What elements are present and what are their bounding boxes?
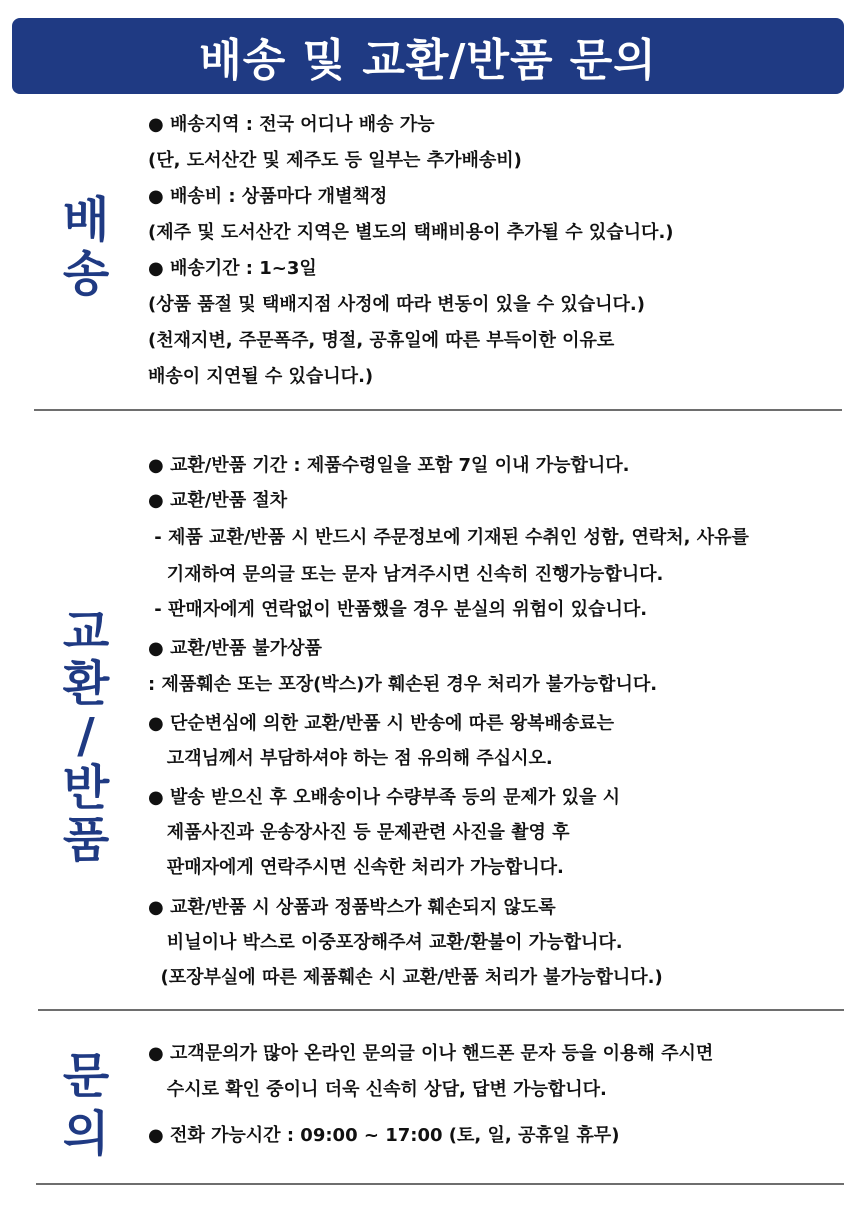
exchange-line: ● 교환/반품 절차 — [148, 490, 288, 511]
exchange-line: 기재하여 문의글 또는 문자 남겨주시면 신속히 진행가능합니다. — [148, 564, 664, 585]
exchange-line: - 판매자에게 연락없이 반품했을 경우 분실의 위험이 있습니다. — [148, 599, 648, 620]
section-label-delivery — [36, 192, 136, 302]
section-label-exchange — [36, 604, 136, 868]
title-banner — [12, 18, 844, 94]
label-char: 의 — [62, 1106, 110, 1162]
delivery-line: (천재지변, 주문폭주, 명절, 공휴일에 따른 부득이한 이유로 — [148, 330, 615, 351]
exchange-line: ● 교환/반품 시 상품과 정품박스가 훼손되지 않도록 — [148, 897, 556, 918]
label-char: 반 — [62, 760, 110, 816]
exchange-line: 비닐이나 박스로 이중포장해주셔 교환/환불이 가능합니다. — [148, 932, 623, 953]
exchange-line: - 제품 교환/반품 시 반드시 주문정보에 기재된 수취인 성함, 연락처, 사유를 — [148, 527, 749, 548]
section-divider — [36, 1183, 844, 1185]
exchange-line: ● 교환/반품 불가상품 — [148, 638, 322, 659]
label-char: 교 — [62, 604, 110, 660]
label-char: 배 — [62, 192, 110, 248]
label-char: / — [77, 708, 95, 764]
label-char: 품 — [62, 812, 110, 868]
delivery-line: (제주 및 도서산간 지역은 별도의 택배비용이 추가될 수 있습니다.) — [148, 222, 674, 243]
label-char: 환 — [62, 656, 110, 712]
inquiry-line: ● 고객문의가 많아 온라인 문의글 이나 핸드폰 문자 등을 이용해 주시면 — [148, 1043, 714, 1064]
section-divider — [38, 1009, 844, 1011]
exchange-line: 판매자에게 연락주시면 신속한 처리가 가능합니다. — [148, 857, 564, 878]
delivery-line: ● 배송비 : 상품마다 개별책정 — [148, 186, 388, 207]
label-char: 문 — [62, 1048, 110, 1104]
section-divider — [34, 409, 842, 411]
inquiry-line: ● 전화 가능시간 : 09:00 ~ 17:00 (토, 일, 공휴일 휴무) — [148, 1125, 620, 1146]
delivery-line: 배송이 지연될 수 있습니다.) — [148, 366, 374, 387]
exchange-line: ● 단순변심에 의한 교환/반품 시 반송에 따른 왕복배송료는 — [148, 713, 615, 734]
exchange-line: ● 교환/반품 기간 : 제품수령일을 포함 7일 이내 가능합니다. — [148, 455, 630, 476]
exchange-line: 제품사진과 운송장사진 등 문제관련 사진을 촬영 후 — [148, 822, 570, 843]
exchange-line: ● 발송 받으신 후 오배송이나 수량부족 등의 문제가 있을 시 — [148, 787, 621, 808]
exchange-line: (포장부실에 따른 제품훼손 시 교환/반품 처리가 불가능합니다.) — [148, 967, 663, 988]
page-title: 배송 및 교환/반품 문의 — [199, 35, 657, 86]
exchange-line: : 제품훼손 또는 포장(박스)가 훼손된 경우 처리가 불가능합니다. — [148, 674, 658, 695]
exchange-line: 고객님께서 부담하셔야 하는 점 유의해 주십시오. — [148, 748, 553, 769]
delivery-line: (상품 품절 및 택배지점 사정에 따라 변동이 있을 수 있습니다.) — [148, 294, 645, 315]
delivery-line: ● 배송기간 : 1~3일 — [148, 258, 317, 279]
label-char: 송 — [62, 246, 110, 302]
inquiry-line: 수시로 확인 중이니 더욱 신속히 상담, 답변 가능합니다. — [148, 1079, 607, 1100]
delivery-line: ● 배송지역 : 전국 어디나 배송 가능 — [148, 114, 435, 135]
section-label-inquiry — [36, 1048, 136, 1162]
delivery-line: (단, 도서산간 및 제주도 등 일부는 추가배송비) — [148, 150, 522, 171]
